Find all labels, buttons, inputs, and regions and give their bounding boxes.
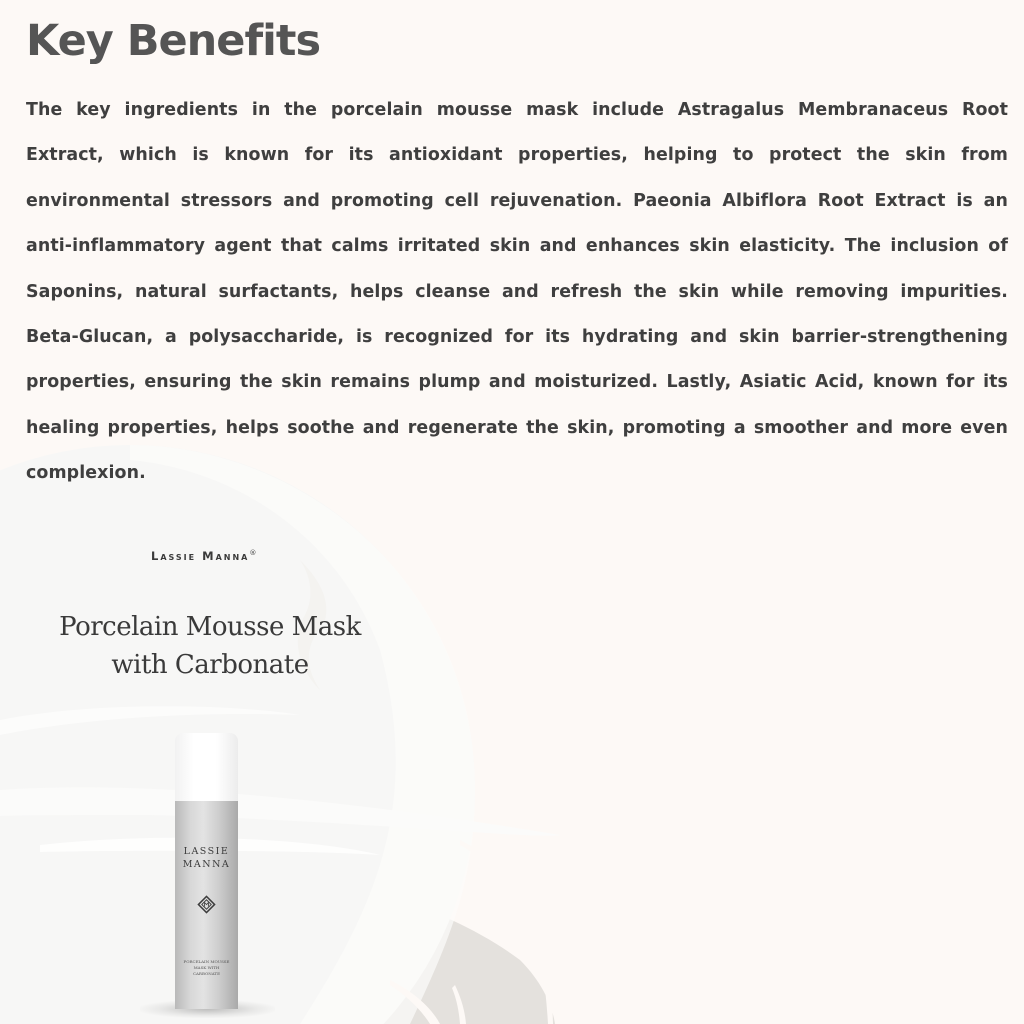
can-brand-line2: MANNA <box>182 859 231 870</box>
product-title-line1: Porcelain Mousse Mask <box>59 612 361 642</box>
can-label-line3: CARBONATE <box>192 971 220 976</box>
product-can <box>175 733 238 1010</box>
can-label <box>177 959 236 977</box>
brand-name <box>151 549 256 563</box>
can-label-line2: MASK WITH <box>193 965 220 970</box>
can-brand-line1: LASSIE <box>183 846 230 857</box>
product-title <box>30 608 390 684</box>
can-cap <box>175 733 238 801</box>
diamond-monogram-icon <box>197 895 216 914</box>
can-brand <box>175 845 238 871</box>
product-title-line2: with Carbonate <box>111 650 309 680</box>
benefits-description: The key ingredients in the porcelain mousse mask include Astragalus Membranaceus Root Extract, which is known for its antioxidant properties, helping to protect the skin from environmental stressors and promoting cell rejuvenation. Paeonia Albiflora Root Extract is an anti-inflammatory agent that calms irritated skin and enhances skin elasticity. The inclusion of Saponins, natural surfactants, helps cleanse and refresh the skin while removing impurities. Beta-Glucan, a polysaccharide, is recognized for its hydrating and skin barrier-strengthening properties, ensuring the skin remains plump and moisturized. Lastly, Asiatic Acid, known for its healing properties, helps soothe and regenerate the skin, promoting a smoother and more even complexion. <box>26 100 1008 484</box>
can-body <box>175 801 238 1009</box>
brand-name-text: Lassie Manna <box>151 549 250 563</box>
registered-mark: ® <box>249 549 257 558</box>
can-label-line1: PORCELAIN MOUSSE <box>183 959 230 964</box>
page-title: Key Benefits <box>26 16 321 66</box>
